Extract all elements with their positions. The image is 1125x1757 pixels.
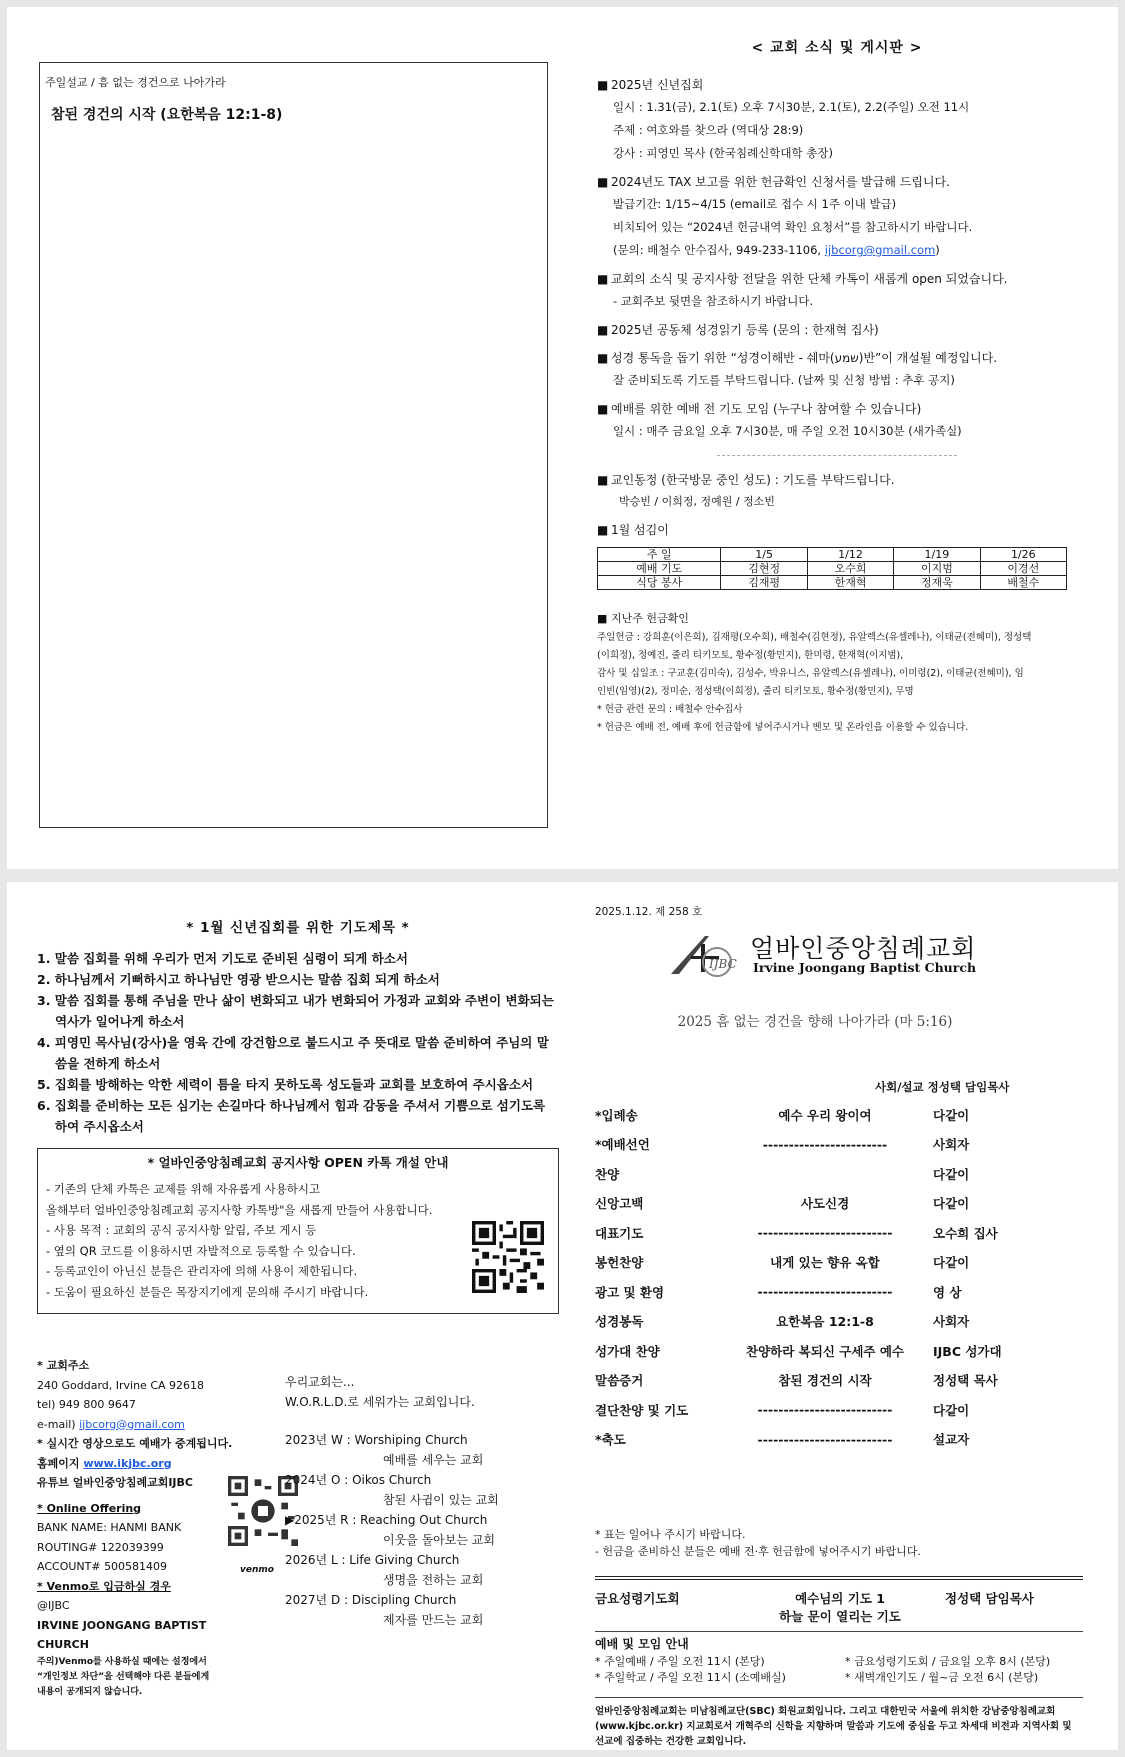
square-bullet-icon: ■	[597, 612, 608, 625]
venmo-note: 주의)Venmo를 사용하실 때에는 설정에서	[37, 1656, 207, 1667]
announcement-line: 주제 : 여호와를 찾으라 (역대상 28:9)	[613, 123, 804, 137]
notice-title: * 얼바인중앙침례교회 공지사항 OPEN 카톡 개설 안내	[147, 1155, 449, 1170]
friday-subtitle: 하늘 문이 열리는 기도	[779, 1609, 901, 1624]
order-of-worship	[595, 1100, 1055, 1454]
church-phone: tel) 949 800 9647	[37, 1398, 136, 1411]
prayer-list	[37, 948, 559, 1137]
kakao-notice-box	[37, 1148, 559, 1314]
account-number: ACCOUNT# 500581409	[37, 1560, 168, 1573]
world-year: ▶2025년 R : Reaching Out Church	[285, 1513, 488, 1527]
announcement-heading: 예배를 위한 예배 전 기도 모임 (누구나 참여할 수 있습니다)	[611, 402, 922, 416]
offering-section	[597, 608, 1077, 737]
announcement-kakao-open	[597, 269, 1077, 313]
meetings-heading: 예배 및 모임 안내	[595, 1637, 689, 1651]
church-address: 240 Goddard, Irvine CA 92618	[37, 1378, 205, 1392]
table-row: 성가대 찬양 찬양하라 복되신 구세주 예수 IJBC 성가대	[595, 1343, 1002, 1359]
table-row: 광고 및 환영 -------------------------- 영 상	[595, 1284, 962, 1300]
announcement-prayer-meeting	[597, 399, 1077, 443]
church-name-english: Irvine Joongang Baptist Church	[753, 960, 977, 975]
youtube-channel: 유튜브 얼바인중앙침례교회IJBC	[37, 1476, 193, 1489]
church-contact-info	[37, 1356, 257, 1700]
square-bullet-icon: ■	[597, 175, 609, 189]
notice-line: - 등록교인이 아닌신 분들은 관리자에 의해 사용이 제한됩니다.	[46, 1264, 358, 1278]
announcement-line: - 교회주보 뒷면을 참조하시기 바랍니다.	[613, 294, 814, 308]
friday-prayer-meeting	[595, 1589, 1065, 1625]
table-cell: 정재욱	[894, 576, 980, 590]
offering-line: 인빈(임영)(2), 정미순, 정성택(이희정), 줄리 티키모토, 황수정(황민지), 무명	[597, 686, 914, 697]
world-year: 2023년 W : Worshiping Church	[285, 1433, 468, 1447]
table-cell: 1/12	[807, 548, 893, 562]
servers-table	[597, 547, 1067, 590]
world-year: 2024년 O : Oikos Church	[285, 1473, 432, 1487]
venmo-note: “개인정보 차단”을 선택해야 다른 분들에게	[37, 1671, 210, 1682]
friday-label: 금요성령기도회	[595, 1591, 680, 1606]
table-row	[598, 576, 1067, 590]
world-desc: 이웃을 돌아보는 교회	[383, 1533, 495, 1547]
square-bullet-icon: ■	[597, 78, 609, 92]
church-email: e-mail) ijbcorg@gmail.com	[37, 1417, 185, 1431]
notice-line: - 사용 목적 : 교회의 공식 공지사항 알림, 주보 게시 등	[46, 1223, 317, 1237]
divider	[595, 1631, 1083, 1632]
routing-number: ROUTING# 122039399	[37, 1540, 164, 1554]
meeting-item: * 금요성령기도회 / 금요일 오후 8시 (본당)	[845, 1655, 1051, 1668]
sermon-notes-box	[39, 62, 548, 828]
world-year: 2026년 L : Life Giving Church	[285, 1553, 460, 1567]
table-row: *축도 -------------------------- 설교자	[595, 1431, 970, 1448]
announcements-board	[597, 37, 1077, 737]
square-bullet-icon: ■	[597, 272, 609, 286]
announcement-heading: 2025년 신년집회	[611, 78, 704, 92]
kakao-qr-code-icon[interactable]	[472, 1221, 544, 1293]
table-cell: 주 일	[598, 548, 721, 562]
table-cell: 이경선	[980, 562, 1066, 576]
world-desc: 참된 사귐이 있는 교회	[383, 1493, 499, 1507]
bulletin-inside-page	[7, 7, 1118, 869]
world-year: 2027년 D : Discipling Church	[285, 1593, 457, 1607]
venmo-id: @IJBC	[37, 1599, 70, 1612]
offering-heading: 지난주 헌금확인	[611, 612, 689, 625]
table-cell: 오수희	[807, 562, 893, 576]
table-row: 대표기도 -------------------------- 오수희 집사	[595, 1225, 998, 1241]
prayer-title: * 1월 신년집회를 위한 기도제목 *	[186, 920, 410, 936]
world-intro: 우리교회는...	[285, 1375, 355, 1389]
friday-preacher: 정성택 담임목사	[945, 1591, 1034, 1606]
table-row: 성경봉독 요한복음 12:1-8 사회자	[595, 1314, 970, 1330]
announcement-line: 잘 준비되도록 기도를 부탁드립니다. (날짜 및 신청 방법 : 추후 공지)	[613, 373, 955, 387]
contact-email-link[interactable]: ijbcorg@gmail.com	[824, 243, 936, 257]
announcement-contact: (문의: 배철수 안수집사, 949-233-1106, ijbcorg@gmail.com)	[613, 243, 940, 257]
table-cell: 1/19	[894, 548, 980, 562]
table-cell: 예배 기도	[598, 562, 721, 576]
world-desc: 생명을 전하는 교회	[383, 1573, 484, 1587]
world-intro: W.O.R.L.D.로 세워가는 교회입니다.	[285, 1395, 475, 1409]
note-line: - 헌금을 준비하신 분들은 예배 전·후 헌금함에 넣어주시기 바랍니다.	[595, 1545, 921, 1558]
table-cell: 1/5	[721, 548, 807, 562]
table-cell: 배철수	[980, 576, 1066, 590]
announcement-heading: 교회의 소식 및 공지사항 전달을 위한 단체 카톡이 새롭게 open 되었습니다.	[611, 272, 1008, 286]
table-row: 봉헌찬양 내게 있는 향유 옥합 다같이	[595, 1255, 970, 1271]
announcement-bible-reading	[597, 320, 1077, 341]
live-stream-note: * 실시간 영상으로도 예배가 중계됩니다.	[37, 1437, 233, 1450]
announcements-title: < 교회 소식 및 게시판 >	[751, 40, 923, 56]
bank-name: BANK NAME: HANMI BANK	[37, 1521, 182, 1534]
table-row	[598, 562, 1067, 576]
venmo-name: IRVINE JOONGANG BAPTIST CHURCH	[37, 1618, 207, 1651]
venmo-label: venmo	[240, 1565, 274, 1575]
notice-line: 올해부터 얼바인중앙침례교회 공지사항 카톡방"을 새롭게 만들어 사용합니다.	[46, 1202, 433, 1217]
service-leader: 사회/설교 정성택 담임목사	[875, 1080, 1010, 1094]
divider	[717, 455, 957, 456]
offering-line: * 헌금은 예배 전, 예배 후에 헌금함에 넣어주시거나 벤모 및 온라인을 이용할 수 있습니다.	[597, 722, 969, 733]
notice-line: - 기존의 단체 카톡은 교제를 위해 자유롭게 사용하시고	[46, 1182, 321, 1196]
table-cell: 식당 봉사	[598, 576, 721, 590]
yearly-theme: 2025 흠 없는 경건을 향해 나아가라 (마 5:16)	[677, 1014, 953, 1030]
church-logo	[665, 926, 1025, 982]
meeting-item: * 주일학교 / 주일 오전 11시 (소예배실)	[595, 1671, 786, 1684]
offering-line: (이희정), 정예진, 줄리 티키모토, 황수정(황민지), 한미령, 한재혁(이지범),	[597, 650, 904, 661]
square-bullet-icon: ■	[597, 323, 609, 337]
square-bullet-icon: ■	[597, 473, 609, 487]
announcement-new-year-meeting	[597, 75, 1077, 165]
venmo-note: 내용이 공개되지 않습니다.	[37, 1686, 143, 1697]
square-bullet-icon: ■	[597, 351, 609, 365]
servers-section	[597, 520, 1077, 590]
bulletin-outside-page	[7, 882, 1118, 1750]
announcement-line: 일시 : 1.31(금), 2.1(토) 오후 7시30분, 2.1(토), 2.2(주일) 오전 11시	[613, 100, 970, 114]
announcement-tax-report	[597, 172, 1077, 262]
notice-line: - 옆의 QR 코드를 이용하시면 자발적으로 등록할 수 있습니다.	[46, 1243, 356, 1258]
announcement-heading: 2025년 공동체 성경읽기 등록 (문의 : 한재혁 집사)	[611, 323, 879, 337]
table-cell: 1/26	[980, 548, 1066, 562]
table-row: *예배선언 ------------------------ 사회자	[595, 1136, 970, 1153]
table-cell: 한재혁	[807, 576, 893, 590]
table-row: *입례송 예수 우리 왕이여 다같이	[595, 1107, 970, 1123]
divider	[595, 1576, 1083, 1580]
sermon-header: 주일설교 / 흠 없는 경건으로 나아가라	[45, 76, 226, 89]
visitors-section	[597, 470, 1077, 513]
visitors-heading: 교인동정 (한국방문 중인 성도) : 기도를 부탁드립니다.	[611, 473, 895, 487]
homepage: 홈페이지 www.ikjbc.org	[37, 1456, 172, 1470]
table-cell: 김현정	[721, 562, 807, 576]
sermon-title: 참된 경건의 시작 (요한복음 12:1-8)	[51, 107, 283, 123]
church-emblem-icon	[665, 926, 745, 982]
world-desc: 예배를 세우는 교회	[383, 1453, 484, 1467]
prayer-item: 3. 말씀 집회를 통해 주님을 만나 삶이 변화되고 내가 변화되어 가정과 교회와 주변이 변화되는 역사가 일어나게 하소서	[37, 993, 554, 1029]
servers-heading: 1월 섬김이	[611, 523, 669, 537]
svg-text:IJBC: IJBC	[709, 957, 737, 971]
announcement-line: 비치되어 있는 “2024년 헌금내역 확인 요청서”를 참고하시기 바랍니다.	[613, 220, 973, 234]
world-desc: 제자를 만드는 교회	[383, 1613, 484, 1627]
visitors-names: 박승빈 / 이희정, 정예원 / 정소빈	[619, 495, 775, 508]
church-about: 얼바인중앙침례교회는 미남침례교단(SBC) 회원교회입니다. 그리고 대한민국 서울에 위치한 강남중앙침례교회(www.kjbc.or.kr) 지교회로서 개혁주의 신학을 지향하며 말씀과 기도에 중심을 두고 차세대 비전과 지역사회 및 선교에 집중하는 건강한 교회입니다.	[595, 1697, 1083, 1749]
announcement-heading: 2024년도 TAX 보고를 위한 헌금확인 신청서를 발급해 드립니다.	[611, 175, 950, 189]
table-cell: 이지범	[894, 562, 980, 576]
offering-line: * 헌금 관련 문의 : 배철수 안수집사	[597, 704, 743, 715]
table-header-row	[598, 548, 1067, 562]
prayer-item: 1. 말씀 집회를 위해 우리가 먼저 기도로 준비된 심령이 되게 하소서	[37, 951, 408, 966]
square-bullet-icon: ■	[597, 523, 609, 537]
online-offering-label: * Online Offering	[37, 1501, 142, 1515]
table-row: 신앙고백 사도신경 다같이	[595, 1196, 970, 1212]
venmo-heading: * Venmo로 입금하실 경우	[37, 1579, 171, 1593]
table-cell: 김재평	[721, 576, 807, 590]
table-row: 찬양 다같이	[595, 1166, 970, 1182]
prayer-item: 2. 하나님께서 기뻐하시고 하나님만 영광 받으시는 말씀 집회 되게 하소서	[37, 972, 440, 987]
square-bullet-icon: ■	[597, 402, 609, 416]
email-link[interactable]: ijbcorg@gmail.com	[79, 1417, 185, 1431]
worship-order-panel	[595, 904, 1095, 1747]
prayer-and-notice	[37, 916, 559, 1314]
announcement-line: 일시 : 매주 금요일 오후 7시30분, 매 주일 오전 10시30분 (새가족실)	[613, 424, 962, 438]
table-row: 결단찬양 및 기도 -------------------------- 다같이	[595, 1402, 970, 1418]
table-row: 말씀증거 참된 경건의 시작 정성택 목사	[595, 1373, 998, 1389]
meeting-item: * 주일예배 / 주일 오전 11시 (본당)	[595, 1655, 765, 1668]
prayer-item: 4. 피영민 목사님(강사)을 영육 간에 강건함으로 붙드시고 주 뜻대로 말씀 준비하여 주님의 말씀을 전하게 하소서	[37, 1035, 549, 1071]
offering-line: 주일헌금 : 강희훈(이은희), 김재평(오수희), 배철수(김현정), 유알렉스(유셀레나), 이태균(전혜미), 정성택	[597, 632, 1032, 643]
address-label: * 교회주소	[37, 1359, 90, 1372]
meetings-guide	[595, 1636, 1083, 1686]
announcement-heading: 성경 통독을 돕기 위한 “성경이해반 - 쉐마(שמע)반”이 개설될 예정입니다.	[611, 351, 998, 365]
meeting-item: * 새벽개인기도 / 월~금 오전 6시 (본당)	[845, 1671, 1039, 1684]
prayer-item: 6. 집회를 준비하는 모든 심기는 손길마다 하나님께서 힘과 감동을 주셔서 기쁨으로 섬기도록 하여 주시옵소서	[37, 1098, 546, 1134]
prayer-item: 5. 집회를 방해하는 악한 세력이 틈을 타지 못하도록 성도들과 교회를 보호하여 주시옵소서	[37, 1077, 534, 1092]
friday-title: 예수님의 기도 1	[795, 1591, 885, 1606]
note-line: * 표는 일어나 주시기 바랍니다.	[595, 1528, 746, 1541]
offering-line: 감사 및 십일조 : 구교훈(김미숙), 김성수, 박유니스, 유알렉스(유셀레나), 이미령(2), 이태균(전혜미), 임	[597, 668, 1024, 679]
announcement-line: 강사 : 피영민 목사 (한국침례신학대학 총장)	[613, 146, 833, 160]
announcement-line: 발급기간: 1/15~4/15 (email로 접수 시 1주 이내 발급)	[613, 197, 897, 211]
notice-line: - 도움이 필요하신 분들은 목장지기에게 문의해 주시기 바랍니다.	[46, 1284, 369, 1299]
announcement-shema-class	[597, 348, 1077, 392]
worship-notes	[595, 1526, 921, 1560]
issue-number: 2025.1.12. 제 258 호	[595, 906, 703, 918]
church-name-korean: 얼바인중앙침례교회	[750, 934, 977, 963]
world-vision	[285, 1372, 545, 1630]
homepage-link[interactable]: www.ikjbc.org	[83, 1456, 172, 1470]
